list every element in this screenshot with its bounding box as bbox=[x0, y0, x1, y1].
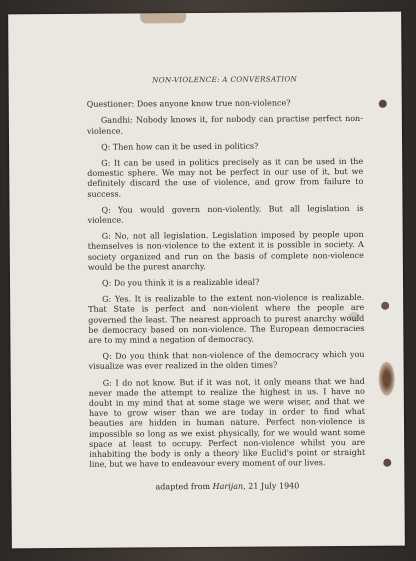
dialogue-paragraph bbox=[88, 293, 364, 346]
paragraph-text: Do you think it is a realizable ideal? bbox=[113, 277, 260, 288]
speaker-label: G: bbox=[101, 231, 111, 241]
paragraph-text: Nobody knows it, for nobody can practise perfect non-violence. bbox=[86, 114, 363, 136]
dialogue-paragraph bbox=[89, 377, 366, 471]
dialogue-paragraph bbox=[87, 204, 363, 226]
source-line bbox=[89, 480, 365, 492]
punch-hole bbox=[381, 302, 389, 310]
speaker-label: Q: bbox=[101, 142, 111, 152]
paragraph-text: I do not know. But if it was not, it only means that we had never made the attempt to realize the highest in us. I have no doubt in my mind that at some stage we were wiser, and that we have to grow wiser than we are today in order to find what beauties are hidden in human nature. Perfect non-violence is impossible so long as we exist physically, for we would want some space at least to occupy. Perfect non-violence whilst you are inhabiting the body is only a theory like Euclid's point or straight line, but we have to endeavour every moment of our lives. bbox=[88, 376, 366, 470]
tape-mark bbox=[140, 13, 186, 23]
paragraph-text: Do you think that non-violence of the democracy which you visualize was ever realized in the olden times? bbox=[88, 350, 365, 372]
running-head: NON-VIOLENCE: A CONVERSATION bbox=[152, 74, 298, 85]
paragraph-text: No, not all legislation. Legislation imposed by people upon themselves is non-violence to the extent it is possible in society. A society organized and run on the basis of complete non-violence would be the purest anarchy. bbox=[87, 230, 364, 272]
paragraph-text: Yes. It is realizable to the extent non-violence is realizable. That State is perfect and non-violent where the people are governed the least. The nearest approach to purest anarchy would be democracy based on non-violence. The European democracies are to my mind a negation of democracy. bbox=[88, 293, 365, 345]
speaker-label: G: bbox=[102, 294, 112, 304]
speaker-label: G: bbox=[101, 158, 111, 168]
punch-hole bbox=[379, 100, 387, 108]
speaker-label: Q: bbox=[102, 351, 112, 361]
dialogue bbox=[87, 98, 366, 470]
stain-mark bbox=[379, 362, 395, 396]
punch-hole bbox=[383, 459, 391, 467]
paragraph-text: It can be used in politics precisely as it can be used in the domestic sphere. We may not be perfect in our use of it, but we definitely discard the use of violence, and grow from failure to success. bbox=[87, 156, 364, 199]
source-prefix: adapted from bbox=[155, 481, 211, 491]
dialogue-paragraph bbox=[87, 141, 363, 153]
source-title: Harijan bbox=[212, 481, 244, 491]
document-page bbox=[8, 12, 405, 549]
paragraph-text: You would govern non-violently. But all legislation is violence. bbox=[87, 203, 364, 225]
speaker-label: Gandhi: bbox=[100, 115, 133, 126]
speaker-label: Q: bbox=[101, 205, 111, 215]
paragraph-text: Does anyone know true non-violence? bbox=[136, 98, 291, 109]
page-content bbox=[87, 74, 366, 493]
dialogue-paragraph bbox=[88, 230, 364, 273]
paragraph-text: Then how can it be used in politics? bbox=[112, 141, 259, 152]
speaker-label: G: bbox=[102, 378, 112, 388]
dialogue-paragraph bbox=[89, 350, 365, 372]
speaker-label: Questioner: bbox=[86, 99, 135, 110]
source-date: , 21 July 1940 bbox=[243, 480, 300, 491]
dialogue-paragraph bbox=[88, 277, 364, 289]
dialogue-paragraph bbox=[87, 98, 363, 110]
speaker-label: Q: bbox=[101, 278, 112, 288]
dialogue-paragraph bbox=[87, 157, 363, 200]
dialogue-paragraph bbox=[87, 114, 363, 136]
